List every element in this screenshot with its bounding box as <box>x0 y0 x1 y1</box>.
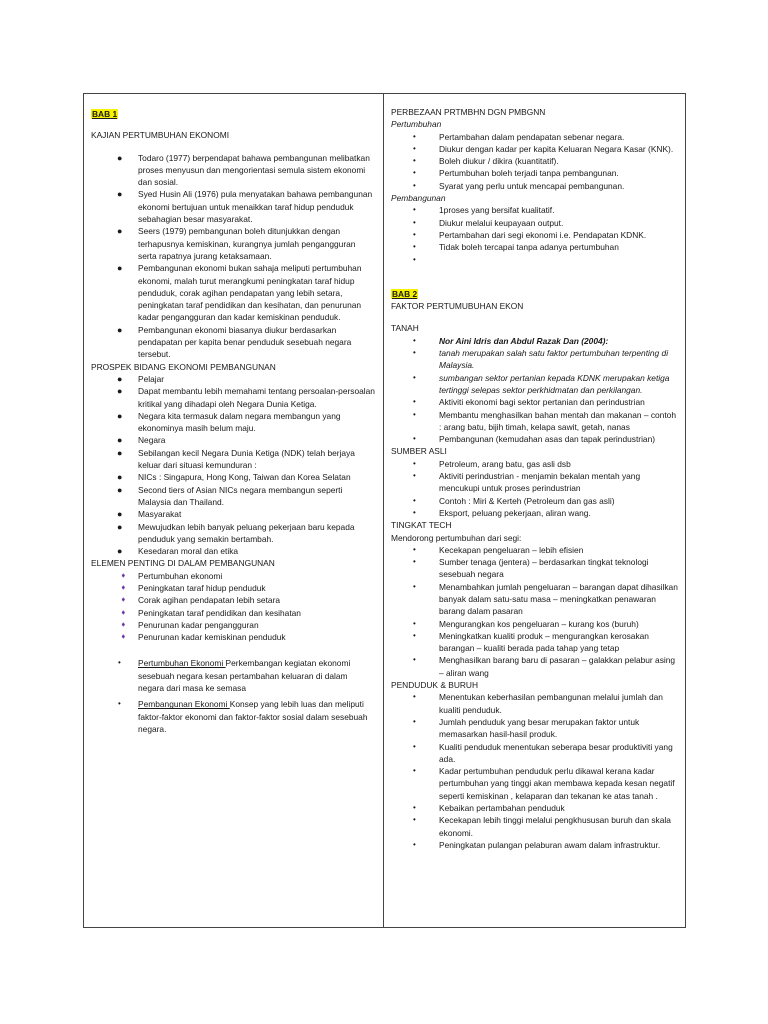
arrow-bullet-icon: ➧ <box>120 570 127 580</box>
list-item: ● Todaro (1977) berpendapat bahawa pembangunan melibatkan proses menyusun dan mengorientasi semula sistem ekonomi dan sosial. <box>117 152 370 188</box>
list-item: • Menghasilkan barang baru di pasaran – galakkan pelabur asing – aliran wang <box>413 655 676 678</box>
list-item: • 1proses yang bersifat kualitatif. <box>413 205 555 216</box>
faktor-heading: FAKTOR PERTUMUBUHAN EKON <box>391 301 524 312</box>
list-item: ● Kesedaran moral dan etika <box>117 546 239 557</box>
kajian-list <box>91 152 375 361</box>
pertumbuhan-list <box>391 131 679 192</box>
list-item: • Pertumbuhan Ekonomi Perkembangan kegiatan ekonomi sesebuah negara kesan pertambahan keluaran di dalam negara dari masa ke semasa <box>118 658 351 694</box>
pembangunan-label: Pembangunan <box>391 193 446 204</box>
pertumbuhan-label: Pertumbuhan <box>391 119 442 130</box>
list-item: • Peningkatan pulangan pelaburan awam dalam infrastruktur. <box>413 839 661 850</box>
list-item: • Diukur dengan kadar per kapita Keluaran Negara Kasar (KNK). <box>413 143 674 154</box>
list-item: ➧ Peningkatan taraf pendidikan dan kesihatan <box>120 607 301 618</box>
list-item: ● Pembangunan ekonomi bukan sahaja meliputi pertumbuhan ekonomi, malah turut merangkumi peningkatan taraf hidup penduduk, corak agihan pendapatan yang lebih setara, peningkatan taraf pendidikan dan kesihatan, dan penurunan kadar pengangguran dan kadar kemiskinan penduduk. <box>117 263 362 323</box>
list-item: • Kecekapan lebih tinggi melalui pengkhususan buruh dan skala ekonomi. <box>413 815 671 838</box>
list-item: • Pertumbuhan boleh terjadi tanpa pembangunan. <box>413 168 619 179</box>
list-item: ● Mewujudkan lebih banyak peluang pekerjaan baru kepada penduduk yang semakin bertambah. <box>117 521 355 544</box>
list-item: ➧ Pertumbuhan ekonomi <box>120 570 223 581</box>
perbezaan-heading: PERBEZAAN PRTMBHN DGN PMBGNN <box>391 107 546 117</box>
list-item: ● Second tiers of Asian NICs negara membangun seperti Malaysia dan Thailand. <box>117 484 343 507</box>
list-item: • Kadar pertumbuhan penduduk perlu dikawal kerana kadar pertumbuhan yang tinggi akan membawa kepada kesan negatif seperti kemiskinan , kelaparan dan tekanan ke atas tanah . <box>413 766 675 801</box>
list-item: • Tidak boleh tercapai tanpa adanya pertumbuhan <box>413 242 619 253</box>
list-item: • Meningkatkan kualiti produk – mengurangkan kerosakan barangan – kualiti berada pada tahap yang tetap <box>413 630 649 654</box>
list-item: ● Negara <box>117 435 166 446</box>
list-item: ● Sebilangan kecil Negara Dunia Ketiga (NDK) telah berjaya keluar dari situasi kemunduran : <box>117 447 355 471</box>
list-item: ➧ Penurunan kadar pengangguran <box>120 619 259 630</box>
bab1-label: BAB 1 <box>92 109 118 119</box>
list-item: • Pembangunan (kemudahan asas dan tapak perindustrian) <box>413 434 656 445</box>
list-item: • sumbangan sektor pertanian kepada KDNK merupakan ketiga tertinggi selepas sektor perkhidmatan dan perkilangan. <box>413 372 670 395</box>
list-item: • Nor Aini Idris dan Abdul Razak Dan (2004): <box>413 335 609 346</box>
arrow-bullet-icon: ➧ <box>120 607 127 617</box>
pembangunan-list <box>391 204 679 265</box>
arrow-bullet-icon: ➧ <box>120 619 127 629</box>
list-item: ● Pelajar <box>117 373 165 384</box>
list-item: • Kualiti penduduk menentukan seberapa besar produktiviti yang ada. <box>413 741 673 764</box>
list-item: • Pertambahan dalam pendapatan sebenar negara. <box>413 131 625 142</box>
tech-intro: Mendorong pertumbuhan dari segi: <box>391 532 522 543</box>
document-page <box>83 93 686 928</box>
tech-heading: TINGKAT TECH <box>391 520 452 531</box>
list-item: • <box>413 254 416 264</box>
list-item: • Kecekapan pengeluaran – lebih efisien <box>413 544 584 555</box>
prospek-list <box>91 373 375 557</box>
list-item: • Syarat yang perlu untuk mencapai pembangunan. <box>413 180 625 191</box>
list-item: ● Dapat membantu lebih memahami tentang persoalan-persoalan kritikal yang dihadapi oleh Negara Dunia Ketiga. <box>117 386 375 409</box>
list-item: • Membantu menghasilkan bahan mentah dan makanan – contoh : arang batu, bijih timah, kelapa sawit, getah, nanas <box>413 409 676 432</box>
penduduk-list <box>391 691 679 851</box>
list-item: • Boleh diukur / dikira (kuantitatif). <box>413 156 559 167</box>
list-item: • Diukur melalui keupayaan output. <box>413 217 564 228</box>
list-item: ● Pembangunan ekonomi biasanya diukur berdasarkan pendapatan per kapita benar penduduk sesebuah negara tersebut. <box>117 324 352 360</box>
list-item: • Menentukan keberhasilan pembangunan melalui jumlah dan kualiti penduduk. <box>413 692 663 715</box>
list-item: • Aktiviti ekonomi bagi sektor pertanian dan perindustrian <box>413 397 645 408</box>
list-item: • Jumlah penduduk yang besar merupakan faktor untuk memasarkan hasil-hasil produk. <box>413 716 640 740</box>
list-item: • Contoh : Miri & Kerteh (Petroleum dan gas asli) <box>413 495 615 506</box>
list-item: • Kebaikan pertambahan penduduk <box>413 803 565 814</box>
left-column <box>84 94 384 927</box>
sumber-list <box>391 458 679 519</box>
sumber-heading: SUMBER ASLI <box>391 446 447 457</box>
list-item: ● Syed Husin Ali (1976) pula menyatakan bahawa pembangunan ekonomi bertujuan untuk menaikkan taraf hidup penduduk sebahagian besar masyarakat. <box>117 189 373 225</box>
list-item: • Pembangunan Ekonomi Konsep yang lebih luas dan meliputi faktor-faktor ekonomi dan faktor-faktor sosial dalam sesebuah negara. <box>118 699 368 734</box>
list-item: • Pertambahan dari segi ekonomi i.e. Pendapatan KDNK. <box>413 229 647 240</box>
list-item: • tanah merupakan salah satu faktor pertumbuhan terpenting di Malaysia. <box>413 348 669 371</box>
list-item: ● Masyarakat <box>117 509 182 520</box>
list-item: • Sumber tenaga (jentera) – berdasarkan tingkat teknologi sesebuah negara <box>413 557 649 580</box>
list-item: ➧ Penurunan kadar kemiskinan penduduk <box>120 632 286 643</box>
list-item: • Menambahkan jumlah pengeluaran – barangan dapat dihasilkan banyak dalam satu-satu masa – meningkatkan penawaran barang dalam pasaran <box>413 581 678 617</box>
tech-list <box>391 544 679 679</box>
list-item: • Eksport, peluang pekerjaan, aliran wang. <box>413 507 591 518</box>
list-item: ● NICs : Singapura, Hong Kong, Taiwan dan Korea Selatan <box>117 472 351 483</box>
arrow-bullet-icon: ➧ <box>120 582 127 592</box>
arrow-bullet-icon: ➧ <box>120 595 127 605</box>
list-item: ● Seers (1979) pembangunan boleh ditunjukkan dengan terhapusnya kemiskinan, kurangnya jumlah pengangguran serta rapatnya jurang ketaksamaan. <box>117 226 356 261</box>
list-item: • Aktiviti perindustrian - menjamin bekalan mentah yang mencukupi untuk proses perindustrian <box>413 471 641 494</box>
bab2-label: BAB 2 <box>392 288 418 299</box>
list-item: • Petroleum, arang batu, gas asli dsb <box>413 458 571 469</box>
right-column <box>384 94 685 927</box>
prospek-heading: PROSPEK BIDANG EKONOMI PEMBANGUNAN <box>91 361 276 372</box>
arrow-bullet-icon: ➧ <box>120 632 127 642</box>
list-item: ● Negara kita termasuk dalam negara membangun yang ekonominya masih belum maju. <box>117 410 341 434</box>
elemen-heading: ELEMEN PENTING DI DALAM PEMBANGUNAN <box>91 558 275 569</box>
list-item: ➧ Corak agihan pendapatan lebih setara <box>120 595 281 606</box>
kajian-heading: KAJIAN PERTUMBUHAN EKONOMI <box>91 130 230 141</box>
definition-list <box>91 657 375 735</box>
tanah-list <box>391 335 679 446</box>
penduduk-heading: PENDUDUK & BURUH <box>391 680 479 691</box>
list-item: ➧ Peningkatan taraf hidup penduduk <box>120 582 266 593</box>
elemen-list <box>91 570 375 644</box>
list-item: • Mengurangkan kos pengeluaran – kurang kos (buruh) <box>413 618 639 629</box>
tanah-heading: TANAH <box>391 323 419 334</box>
